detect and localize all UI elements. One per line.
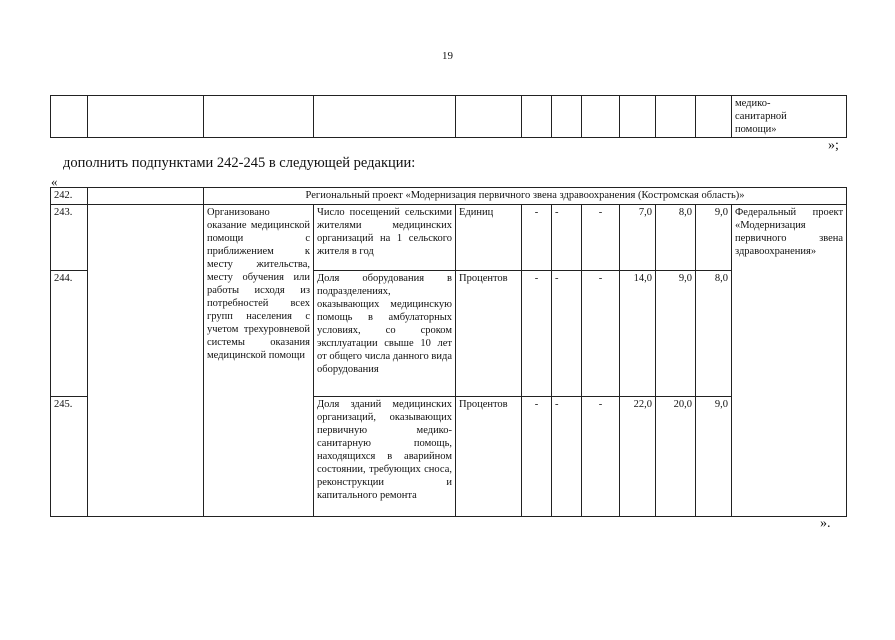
value-cell: 8,0: [696, 271, 732, 397]
value-cell: 9,0: [656, 271, 696, 397]
value-cell: -: [552, 271, 582, 397]
value-cell: 7,0: [620, 205, 656, 271]
table-row-242: [51, 188, 847, 205]
indicator-cell: Доля зданий медицинских организаций, оказывающих первичную медико-санитарную помощь, находящихся в аварийном состоянии, требующих сноса, реконструкции и капитального ремонта: [314, 397, 456, 517]
value-cell: 9,0: [696, 205, 732, 271]
value-cell: 8,0: [656, 205, 696, 271]
amendment-intro: дополнить подпунктами 242-245 в следующей редакции:: [63, 155, 416, 171]
closing-quote-bottom: ».: [820, 516, 831, 531]
value-cell: -: [522, 271, 552, 397]
empty-cell: [314, 96, 456, 138]
closing-quote-top: »;: [828, 138, 839, 153]
task-cell: Организовано оказание медицинской помощи с приближением к месту жительства, месту обучения или работы исходя из потребностей всех групп населения с учетом трехуровневой системы оказания медицинской помощи: [204, 205, 314, 517]
empty-cell: [696, 96, 732, 138]
value-cell: 14,0: [620, 271, 656, 397]
value-cell: -: [552, 397, 582, 517]
indicator-cell: Доля оборудования в подразделениях, оказывающих медицинскую помощь в амбулаторных условиях, со сроком эксплуатации свыше 10 лет от общего числа данного вида оборудования: [314, 271, 456, 397]
empty-cell: [552, 96, 582, 138]
value-cell: -: [552, 205, 582, 271]
federal-project-cell: Федеральный проект «Модернизация первичного звена здравоохранения»: [732, 205, 847, 517]
row-number: 244.: [51, 271, 88, 397]
empty-cell: [656, 96, 696, 138]
empty-cell: [522, 96, 552, 138]
value-cell: 9,0: [696, 397, 732, 517]
empty-cell: [582, 96, 620, 138]
value-cell: -: [582, 271, 620, 397]
empty-cell: [456, 96, 522, 138]
regional-project-title: Региональный проект «Модернизация первичного звена здравоохранения (Костромская область)»: [204, 188, 847, 205]
empty-cell: [88, 205, 204, 517]
empty-cell: [88, 96, 204, 138]
page-number: 19: [442, 50, 453, 62]
value-cell: -: [582, 205, 620, 271]
value-cell: -: [522, 397, 552, 517]
unit-cell: Процентов: [456, 271, 522, 397]
row-number: 243.: [51, 205, 88, 271]
indicators-table: [50, 187, 847, 517]
opening-quote: «: [51, 174, 58, 189]
value-cell: -: [522, 205, 552, 271]
row-number: 242.: [51, 188, 88, 205]
indicator-cell: Число посещений сельскими жителями медицинских организаций на 1 сельского жителя в год: [314, 205, 456, 271]
unit-cell: Единиц: [456, 205, 522, 271]
table-row-243: [51, 205, 847, 271]
empty-cell: [204, 96, 314, 138]
value-cell: -: [582, 397, 620, 517]
empty-cell: [51, 96, 88, 138]
empty-cell: [620, 96, 656, 138]
value-cell: 20,0: [656, 397, 696, 517]
continued-table-row: [50, 95, 847, 138]
project-cell-continued: медико- санитарной помощи»: [732, 96, 847, 138]
value-cell: 22,0: [620, 397, 656, 517]
unit-cell: Процентов: [456, 397, 522, 517]
empty-cell: [88, 188, 204, 205]
row-number: 245.: [51, 397, 88, 517]
